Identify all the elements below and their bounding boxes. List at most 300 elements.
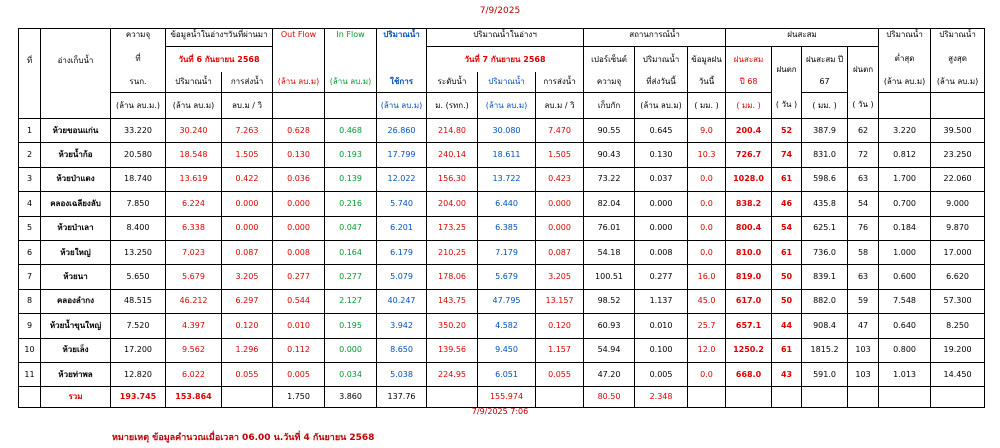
today-volume-cell: 0.100 bbox=[635, 338, 688, 362]
header-min-3: (ล้าน ลบ.ม) bbox=[879, 72, 931, 93]
table-row bbox=[19, 240, 985, 264]
usable-cell: 5.079 bbox=[377, 265, 427, 289]
min-volume-cell: 1.013 bbox=[879, 362, 931, 386]
current-release-cell: 0.000 bbox=[536, 192, 584, 216]
outflow-cell: 0.005 bbox=[273, 362, 325, 386]
rain67-cell: 387.9 bbox=[802, 119, 848, 143]
rain-days68-cell: 74 bbox=[772, 143, 802, 167]
outflow-cell: 0.544 bbox=[273, 289, 325, 313]
inflow-cell: 0.277 bbox=[325, 265, 377, 289]
table-row bbox=[19, 338, 985, 362]
current-release-cell: 1.505 bbox=[536, 143, 584, 167]
current-volume-cell: 6.440 bbox=[478, 192, 536, 216]
today-volume-cell: 0.000 bbox=[635, 192, 688, 216]
capacity-cell: 20.580 bbox=[111, 143, 166, 167]
header-capacity-3: รนก. bbox=[111, 72, 166, 93]
current-release-cell: 0.120 bbox=[536, 314, 584, 338]
header-rain67-unit: ( มม. ) bbox=[802, 93, 848, 119]
past-volume-cell: 4.397 bbox=[166, 314, 222, 338]
past-volume-cell: 13.619 bbox=[166, 167, 222, 191]
reservoir-name: ห้วยน้ำขุนใหญ่ bbox=[41, 314, 111, 338]
past-release-cell: 1.296 bbox=[222, 338, 273, 362]
rain-today-cell: 0.0 bbox=[688, 240, 726, 264]
past-release-cell: 0.055 bbox=[222, 362, 273, 386]
usable-cell: 12.022 bbox=[377, 167, 427, 191]
inflow-cell: 0.047 bbox=[325, 216, 377, 240]
rain-days68-cell: 52 bbox=[772, 119, 802, 143]
inflow-cell: 2.127 bbox=[325, 289, 377, 313]
capacity-cell: 18.740 bbox=[111, 167, 166, 191]
current-release-cell: 0.087 bbox=[536, 240, 584, 264]
capacity-cell: 5.650 bbox=[111, 265, 166, 289]
level-cell: 173.25 bbox=[427, 216, 478, 240]
capacity-cell: 48.515 bbox=[111, 289, 166, 313]
level-cell: 224.95 bbox=[427, 362, 478, 386]
header-usable-unit: (ล้าน ลบ.ม) bbox=[377, 93, 427, 119]
row-number: 6 bbox=[19, 240, 41, 264]
max-volume-cell: 39.500 bbox=[931, 119, 985, 143]
today-volume-cell: 0.008 bbox=[635, 240, 688, 264]
table-row bbox=[19, 119, 985, 143]
header-today-volume-unit: (ล้าน ลบ.ม) bbox=[635, 93, 688, 119]
table-row bbox=[19, 362, 985, 386]
capacity-cell: 8.400 bbox=[111, 216, 166, 240]
rain68-cell: 810.0 bbox=[726, 240, 772, 264]
current-volume-cell: 13.722 bbox=[478, 167, 536, 191]
capacity-cell: 13.250 bbox=[111, 240, 166, 264]
rain68-cell: 1250.2 bbox=[726, 338, 772, 362]
percent-cell: 54.18 bbox=[584, 240, 635, 264]
current-volume-cell: 9.450 bbox=[478, 338, 536, 362]
rain67-cell: 598.6 bbox=[802, 167, 848, 191]
rain67-cell: 839.1 bbox=[802, 265, 848, 289]
capacity-cell: 7.520 bbox=[111, 314, 166, 338]
usable-cell: 5.740 bbox=[377, 192, 427, 216]
rain68-cell: 800.4 bbox=[726, 216, 772, 240]
percent-cell: 82.04 bbox=[584, 192, 635, 216]
header-max-1: ปริมาณน้ำ bbox=[931, 29, 985, 47]
header-percent-3: เก็บกัก bbox=[584, 93, 635, 119]
total-label: รวม bbox=[41, 387, 111, 408]
past-volume-cell: 18.548 bbox=[166, 143, 222, 167]
rain-days67-cell: 103 bbox=[848, 338, 879, 362]
rain67-cell: 736.0 bbox=[802, 240, 848, 264]
header-rain-days67-unit: ( วัน ) bbox=[848, 93, 879, 119]
total-current-volume: 155.974 bbox=[478, 387, 536, 408]
header-capacity-2: ที่ bbox=[111, 47, 166, 73]
rain-today-cell: 12.0 bbox=[688, 338, 726, 362]
rain-days68-cell: 46 bbox=[772, 192, 802, 216]
today-volume-cell: 0.037 bbox=[635, 167, 688, 191]
inflow-cell: 0.139 bbox=[325, 167, 377, 191]
rain-days68-cell: 50 bbox=[772, 265, 802, 289]
total-today-volume: 2.348 bbox=[635, 387, 688, 408]
current-volume-cell: 47.795 bbox=[478, 289, 536, 313]
rain-days67-cell: 54 bbox=[848, 192, 879, 216]
rain-days68-cell: 61 bbox=[772, 167, 802, 191]
reservoir-name: ห้วยน้ำก้อ bbox=[41, 143, 111, 167]
past-volume-cell: 7.023 bbox=[166, 240, 222, 264]
min-volume-cell: 1.700 bbox=[879, 167, 931, 191]
capacity-cell: 33.220 bbox=[111, 119, 166, 143]
rain-days68-cell: 44 bbox=[772, 314, 802, 338]
past-release-cell: 0.000 bbox=[222, 216, 273, 240]
min-volume-cell: 0.800 bbox=[879, 338, 931, 362]
inflow-cell: 0.000 bbox=[325, 338, 377, 362]
inflow-cell: 0.193 bbox=[325, 143, 377, 167]
total-capacity: 193.745 bbox=[111, 387, 166, 408]
header-rain-days67-1: ฝนตก bbox=[848, 47, 879, 93]
reservoir-name: ห้วยเล็ง bbox=[41, 338, 111, 362]
level-cell: 240.14 bbox=[427, 143, 478, 167]
rain-today-cell: 25.7 bbox=[688, 314, 726, 338]
row-number: 5 bbox=[19, 216, 41, 240]
rain68-cell: 668.0 bbox=[726, 362, 772, 386]
usable-cell: 40.247 bbox=[377, 289, 427, 313]
past-volume-cell: 9.562 bbox=[166, 338, 222, 362]
row-number: 3 bbox=[19, 167, 41, 191]
header-today-volume-1: ปริมาณน้ำ bbox=[635, 47, 688, 73]
footnote: หมายเหตุ ข้อมูลคำนวณเมื่อเวลา 06.00 น.วันที่ 4 กันยายน 2568 bbox=[112, 433, 375, 443]
table-row bbox=[19, 216, 985, 240]
header-current-group: ปริมาณน้ำในอ่างฯ bbox=[427, 29, 584, 47]
row-number: 8 bbox=[19, 289, 41, 313]
outflow-cell: 0.000 bbox=[273, 216, 325, 240]
rain68-cell: 1028.0 bbox=[726, 167, 772, 191]
inflow-cell: 0.216 bbox=[325, 192, 377, 216]
percent-cell: 54.94 bbox=[584, 338, 635, 362]
reservoir-name: ห้วยขอนแก่น bbox=[41, 119, 111, 143]
current-release-cell: 0.000 bbox=[536, 216, 584, 240]
header-max-2: สูงสุด bbox=[931, 47, 985, 73]
outflow-cell: 0.112 bbox=[273, 338, 325, 362]
total-usable: 137.76 bbox=[377, 387, 427, 408]
level-cell: 178.06 bbox=[427, 265, 478, 289]
current-volume-cell: 6.385 bbox=[478, 216, 536, 240]
reservoir-table bbox=[18, 28, 985, 408]
outflow-cell: 0.000 bbox=[273, 192, 325, 216]
table-header bbox=[19, 29, 985, 119]
table-footer bbox=[19, 387, 985, 408]
inflow-cell: 0.468 bbox=[325, 119, 377, 143]
table-row bbox=[19, 265, 985, 289]
header-usable: ปริมาณน้ำ bbox=[377, 29, 427, 73]
current-volume-cell: 18.611 bbox=[478, 143, 536, 167]
current-volume-cell: 6.051 bbox=[478, 362, 536, 386]
today-volume-cell: 0.130 bbox=[635, 143, 688, 167]
header-situation-group: สถานการณ์น้ำ bbox=[584, 29, 726, 47]
usable-cell: 26.860 bbox=[377, 119, 427, 143]
current-release-cell: 0.423 bbox=[536, 167, 584, 191]
level-cell: 204.00 bbox=[427, 192, 478, 216]
current-volume-cell: 4.582 bbox=[478, 314, 536, 338]
table-row bbox=[19, 314, 985, 338]
header-capacity-unit: (ล้าน ลบ.ม.) bbox=[111, 93, 166, 119]
current-release-cell: 13.157 bbox=[536, 289, 584, 313]
rain67-cell: 625.1 bbox=[802, 216, 848, 240]
header-usable-2: ใช้การ bbox=[377, 72, 427, 93]
rain-days68-cell: 43 bbox=[772, 362, 802, 386]
current-volume-cell: 5.679 bbox=[478, 265, 536, 289]
past-volume-cell: 6.338 bbox=[166, 216, 222, 240]
header-current-release-unit: ลบ.ม / วิ bbox=[536, 93, 584, 119]
percent-cell: 98.52 bbox=[584, 289, 635, 313]
reservoir-name: ห้วยนา bbox=[41, 265, 111, 289]
rain-days67-cell: 63 bbox=[848, 167, 879, 191]
rain-days67-cell: 59 bbox=[848, 289, 879, 313]
outflow-cell: 0.036 bbox=[273, 167, 325, 191]
past-release-cell: 0.000 bbox=[222, 192, 273, 216]
rain-today-cell: 0.0 bbox=[688, 216, 726, 240]
percent-cell: 47.20 bbox=[584, 362, 635, 386]
header-inflow-unit: (ล้าน ลบ.ม) bbox=[325, 72, 377, 93]
rain-days67-cell: 62 bbox=[848, 119, 879, 143]
min-volume-cell: 0.812 bbox=[879, 143, 931, 167]
rain67-cell: 591.0 bbox=[802, 362, 848, 386]
reservoir-name: ห้วยป่าเลา bbox=[41, 216, 111, 240]
outflow-cell: 0.628 bbox=[273, 119, 325, 143]
header-rain67-2: 67 bbox=[802, 72, 848, 93]
header-level-unit: ม. (รทก.) bbox=[427, 93, 478, 119]
rain-days67-cell: 63 bbox=[848, 265, 879, 289]
min-volume-cell: 0.600 bbox=[879, 265, 931, 289]
level-cell: 139.56 bbox=[427, 338, 478, 362]
row-number: 4 bbox=[19, 192, 41, 216]
header-rain-today-2: วันนี้ bbox=[688, 72, 726, 93]
header-rain-days68-1: ฝนตก bbox=[772, 47, 802, 93]
max-volume-cell: 9.870 bbox=[931, 216, 985, 240]
capacity-cell: 12.820 bbox=[111, 362, 166, 386]
reservoir-name: ห้วยป่าแดง bbox=[41, 167, 111, 191]
row-number: 9 bbox=[19, 314, 41, 338]
table-row bbox=[19, 167, 985, 191]
rain-days68-cell: 54 bbox=[772, 216, 802, 240]
rain68-cell: 617.0 bbox=[726, 289, 772, 313]
header-rain67-1: ฝนสะสม ปี bbox=[802, 47, 848, 73]
min-volume-cell: 0.640 bbox=[879, 314, 931, 338]
rain68-cell: 838.2 bbox=[726, 192, 772, 216]
percent-cell: 76.01 bbox=[584, 216, 635, 240]
header-rain68-1: ฝนสะสม bbox=[726, 47, 772, 73]
header-rain-days68-unit: ( วัน ) bbox=[772, 93, 802, 119]
past-volume-cell: 30.240 bbox=[166, 119, 222, 143]
past-release-cell: 1.505 bbox=[222, 143, 273, 167]
rain-days67-cell: 58 bbox=[848, 240, 879, 264]
row-number: 2 bbox=[19, 143, 41, 167]
today-volume-cell: 0.010 bbox=[635, 314, 688, 338]
percent-cell: 90.55 bbox=[584, 119, 635, 143]
total-inflow: 3.860 bbox=[325, 387, 377, 408]
header-past-volume-unit: (ล้าน ลบ.ม) bbox=[166, 93, 222, 119]
header-reservoir: อ่างเก็บน้ำ bbox=[41, 29, 111, 93]
rain-days67-cell: 76 bbox=[848, 216, 879, 240]
header-past-release-1: การส่งน้ำ bbox=[222, 72, 273, 93]
rain67-cell: 1815.2 bbox=[802, 338, 848, 362]
header-outflow-unit: (ล้าน ลบ.ม) bbox=[273, 72, 325, 93]
header-no: ที่ bbox=[19, 29, 41, 93]
max-volume-cell: 23.250 bbox=[931, 143, 985, 167]
header-percent-1: เปอร์เซ็นต์ bbox=[584, 47, 635, 73]
today-volume-cell: 0.005 bbox=[635, 362, 688, 386]
current-volume-cell: 7.179 bbox=[478, 240, 536, 264]
header-past-date: วันที่ 6 กันยายน 2568 bbox=[166, 47, 273, 73]
rain-days67-cell: 47 bbox=[848, 314, 879, 338]
outflow-cell: 0.010 bbox=[273, 314, 325, 338]
rain68-cell: 726.7 bbox=[726, 143, 772, 167]
capacity-cell: 17.200 bbox=[111, 338, 166, 362]
rain-days67-cell: 103 bbox=[848, 362, 879, 386]
min-volume-cell: 7.548 bbox=[879, 289, 931, 313]
reservoir-name: คลองลำกง bbox=[41, 289, 111, 313]
header-current-volume-unit: (ล้าน ลบ.ม) bbox=[478, 93, 536, 119]
past-release-cell: 7.263 bbox=[222, 119, 273, 143]
max-volume-cell: 19.200 bbox=[931, 338, 985, 362]
reservoir-name: ห้วยใหญ่ bbox=[41, 240, 111, 264]
usable-cell: 3.942 bbox=[377, 314, 427, 338]
past-release-cell: 0.087 bbox=[222, 240, 273, 264]
past-release-cell: 0.120 bbox=[222, 314, 273, 338]
table-row bbox=[19, 192, 985, 216]
max-volume-cell: 8.250 bbox=[931, 314, 985, 338]
past-volume-cell: 6.224 bbox=[166, 192, 222, 216]
level-cell: 156.30 bbox=[427, 167, 478, 191]
reservoir-name: ห้วยท่าพล bbox=[41, 362, 111, 386]
usable-cell: 17.799 bbox=[377, 143, 427, 167]
max-volume-cell: 57.300 bbox=[931, 289, 985, 313]
table-body bbox=[19, 119, 985, 387]
rain-days68-cell: 61 bbox=[772, 240, 802, 264]
outflow-cell: 0.130 bbox=[273, 143, 325, 167]
capacity-cell: 7.850 bbox=[111, 192, 166, 216]
row-number: 7 bbox=[19, 265, 41, 289]
header-current-date: วันที่ 7 กันยายน 2568 bbox=[427, 47, 584, 73]
level-cell: 350.20 bbox=[427, 314, 478, 338]
rain67-cell: 435.8 bbox=[802, 192, 848, 216]
header-rain-today-1: ข้อมูลฝน bbox=[688, 47, 726, 73]
past-volume-cell: 5.679 bbox=[166, 265, 222, 289]
table-row bbox=[19, 143, 985, 167]
today-volume-cell: 0.277 bbox=[635, 265, 688, 289]
past-volume-cell: 6.022 bbox=[166, 362, 222, 386]
past-release-cell: 0.422 bbox=[222, 167, 273, 191]
percent-cell: 73.22 bbox=[584, 167, 635, 191]
usable-cell: 6.179 bbox=[377, 240, 427, 264]
rain-today-cell: 0.0 bbox=[688, 167, 726, 191]
table-row bbox=[19, 289, 985, 313]
header-inflow: In Flow bbox=[325, 29, 377, 73]
header-capacity-1: ความจุ bbox=[111, 29, 166, 47]
rain-today-cell: 16.0 bbox=[688, 265, 726, 289]
level-cell: 214.80 bbox=[427, 119, 478, 143]
rain68-cell: 657.1 bbox=[726, 314, 772, 338]
past-volume-cell: 46.212 bbox=[166, 289, 222, 313]
usable-cell: 6.201 bbox=[377, 216, 427, 240]
rain-today-cell: 45.0 bbox=[688, 289, 726, 313]
past-release-cell: 6.297 bbox=[222, 289, 273, 313]
max-volume-cell: 22.060 bbox=[931, 167, 985, 191]
current-release-cell: 3.205 bbox=[536, 265, 584, 289]
outflow-cell: 0.277 bbox=[273, 265, 325, 289]
inflow-cell: 0.164 bbox=[325, 240, 377, 264]
rain68-cell: 819.0 bbox=[726, 265, 772, 289]
header-current-volume-1: ปริมาณน้ำ bbox=[478, 72, 536, 93]
row-number: 11 bbox=[19, 362, 41, 386]
report-date: 7/9/2025 bbox=[479, 6, 521, 16]
row-number: 1 bbox=[19, 119, 41, 143]
level-cell: 210.25 bbox=[427, 240, 478, 264]
header-min-2: ต่ำสุด bbox=[879, 47, 931, 73]
rain-today-cell: 0.0 bbox=[688, 192, 726, 216]
current-release-cell: 0.055 bbox=[536, 362, 584, 386]
inflow-cell: 0.195 bbox=[325, 314, 377, 338]
row-number: 10 bbox=[19, 338, 41, 362]
outflow-cell: 0.008 bbox=[273, 240, 325, 264]
min-volume-cell: 0.184 bbox=[879, 216, 931, 240]
header-percent-2: ความจุ bbox=[584, 72, 635, 93]
header-past-release-unit: ลบ.ม / วิ bbox=[222, 93, 273, 119]
rain68-cell: 200.4 bbox=[726, 119, 772, 143]
min-volume-cell: 0.700 bbox=[879, 192, 931, 216]
header-level-1: ระดับน้ำ bbox=[427, 72, 478, 93]
header-today-volume-2: ที่ส่งวันนี้ bbox=[635, 72, 688, 93]
header-past-group: ข้อมูลน้ำในอ่างฯวันที่ผ่านมา bbox=[166, 29, 273, 47]
level-cell: 143.75 bbox=[427, 289, 478, 313]
max-volume-cell: 9.000 bbox=[931, 192, 985, 216]
current-volume-cell: 30.080 bbox=[478, 119, 536, 143]
rain-days68-cell: 61 bbox=[772, 338, 802, 362]
header-rain68-unit: ( มม. ) bbox=[726, 93, 772, 119]
header-min-1: ปริมาณน้ำ bbox=[879, 29, 931, 47]
max-volume-cell: 17.000 bbox=[931, 240, 985, 264]
rain-today-cell: 10.3 bbox=[688, 143, 726, 167]
today-volume-cell: 0.000 bbox=[635, 216, 688, 240]
today-volume-cell: 1.137 bbox=[635, 289, 688, 313]
header-rain68-2: ปี 68 bbox=[726, 72, 772, 93]
rain-days68-cell: 50 bbox=[772, 289, 802, 313]
percent-cell: 100.51 bbox=[584, 265, 635, 289]
current-release-cell: 7.470 bbox=[536, 119, 584, 143]
rain67-cell: 908.4 bbox=[802, 314, 848, 338]
header-current-release-1: การส่งน้ำ bbox=[536, 72, 584, 93]
percent-cell: 90.43 bbox=[584, 143, 635, 167]
rain-today-cell: 9.0 bbox=[688, 119, 726, 143]
inflow-cell: 0.034 bbox=[325, 362, 377, 386]
max-volume-cell: 6.620 bbox=[931, 265, 985, 289]
max-volume-cell: 14.450 bbox=[931, 362, 985, 386]
min-volume-cell: 3.220 bbox=[879, 119, 931, 143]
current-release-cell: 1.157 bbox=[536, 338, 584, 362]
past-release-cell: 3.205 bbox=[222, 265, 273, 289]
min-volume-cell: 1.000 bbox=[879, 240, 931, 264]
header-outflow: Out Flow bbox=[273, 29, 325, 73]
rain-days67-cell: 72 bbox=[848, 143, 879, 167]
total-percent: 80.50 bbox=[584, 387, 635, 408]
usable-cell: 8.650 bbox=[377, 338, 427, 362]
reservoir-name: คลองเฉลียงลับ bbox=[41, 192, 111, 216]
rain-today-cell: 0.0 bbox=[688, 362, 726, 386]
header-cum-rain-group: ฝนสะสม bbox=[726, 29, 879, 47]
percent-cell: 60.93 bbox=[584, 314, 635, 338]
header-max-3: (ล้าน ลบ.ม) bbox=[931, 72, 985, 93]
total-outflow: 1.750 bbox=[273, 387, 325, 408]
today-volume-cell: 0.645 bbox=[635, 119, 688, 143]
rain67-cell: 831.0 bbox=[802, 143, 848, 167]
total-past-volume: 153.864 bbox=[166, 387, 222, 408]
rain67-cell: 882.0 bbox=[802, 289, 848, 313]
timestamp: 7/9/2025 7:06 bbox=[471, 407, 529, 416]
header-rain-today-unit: ( มม. ) bbox=[688, 93, 726, 119]
header-past-volume-1: ปริมาณน้ำ bbox=[166, 72, 222, 93]
